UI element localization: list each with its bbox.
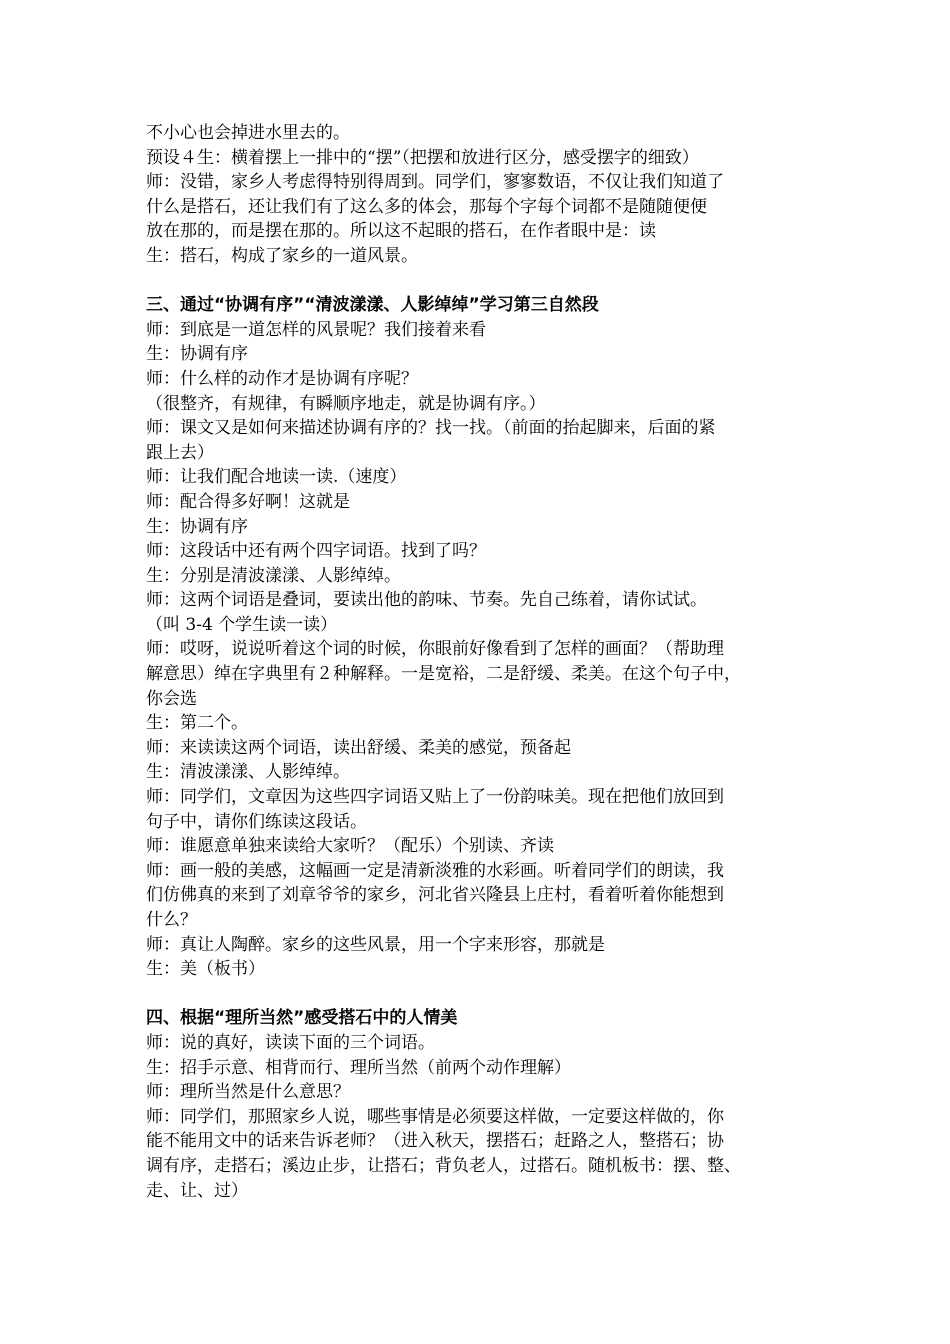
text-line: 生：协调有序 [146, 344, 248, 365]
text-line: 师：这段话中还有两个四字词语。找到了吗？ [146, 541, 486, 562]
text-line: （很整齐，有规律，有瞬顺序地走，就是协调有序。） [146, 393, 546, 414]
document-page [146, 121, 814, 1203]
text-line: 什么？ [146, 910, 197, 930]
text-line: 师：理所当然是什么意思？ [146, 1082, 350, 1103]
text-line: 们仿佛真的来到了刘章爷爷的家乡，河北省兴隆县上庄村，看着听着你能想到 [146, 885, 724, 906]
spacer [146, 982, 814, 1007]
text-line: 师：同学们，文章因为这些四字词语又贴上了一份韵味美。现在把他们放回到 [146, 787, 724, 808]
text-line: 师：哎呀，说说听着这个词的时候，你眼前好像看到了怎样的画面？（帮助理 [146, 639, 724, 660]
text-line: 生：协调有序 [146, 516, 248, 537]
text-line: 走、让、过） [146, 1180, 248, 1201]
text-line: 师：课文又是如何来描述协调有序的？找一找。（前面的抬起脚来，后面的紧 [146, 418, 716, 439]
text-line: 师：来读读这两个词语，读出舒缓、柔美的感觉，预备起 [146, 737, 571, 758]
section-heading: 三、通过“协调有序”“清波漾漾、人影绰绰”学习第三自然段 [146, 295, 599, 316]
text-line: 生：招手示意、相背而行、理所当然（前两个动作理解） [146, 1057, 571, 1078]
text-line: 你会选 [146, 688, 197, 709]
text-line: 不小心也会掉进水里去的。 [146, 123, 350, 143]
section-4 [146, 1006, 814, 1203]
intro-paragraph [146, 121, 814, 269]
text-line: 师：真让人陶醉。家乡的这些风景，用一个字来形容，那就是 [146, 934, 605, 955]
text-line: 句子中，请你们练读这段话。 [146, 811, 367, 832]
text-line: 跟上去） [146, 442, 214, 463]
text-line: 师：画一般的美感，这幅画一定是清新淡雅的水彩画。听着同学们的朗读，我 [146, 860, 724, 881]
spacer [146, 269, 814, 294]
text-line: 解意思）绰在字典里有２种解释。一是宽裕，二是舒缓、柔美。在这个句子中， [146, 664, 741, 685]
text-line: 师：到底是一道怎样的风景呢？我们接着来看 [146, 319, 486, 340]
text-line: 生：清波漾漾、人影绰绰。 [146, 762, 350, 783]
text-line: 师：没错，家乡人考虑得特别得周到。同学们，寥寥数语，不仅让我们知道了 [146, 172, 724, 193]
section-heading: 四、根据“理所当然”感受搭石中的人情美 [146, 1008, 458, 1029]
text-line: 放在那的，而是摆在那的。所以这不起眼的搭石，在作者眼中是：读 [146, 221, 656, 242]
text-line: 师：让我们配合地读一读.（速度） [146, 467, 407, 488]
text-line: 师：什么样的动作才是协调有序呢？ [146, 368, 418, 389]
text-line: 生：搭石，构成了家乡的一道风景。 [146, 245, 418, 266]
text-line: 师：谁愿意单独来读给大家听？（配乐）个别读、齐读 [146, 836, 554, 857]
text-line: 师：这两个词语是叠词，要读出他的韵味、节奏。先自己练着，请你试试。 [146, 590, 707, 611]
text-line: 能不能用文中的话来告诉老师？（进入秋天，摆搭石；赶路之人，整搭石；协 [146, 1131, 724, 1152]
text-line: （叫 3-4 个学生读一读） [146, 614, 338, 635]
text-line: 生：美（板书） [146, 959, 265, 980]
text-line: 生：分别是清波漾漾、人影绰绰。 [146, 565, 401, 586]
text-line: 师：说的真好，读读下面的三个词语。 [146, 1032, 435, 1053]
text-line: 生：第二个。 [146, 713, 248, 734]
text-line: 师：同学们，那照家乡人说，哪些事情是必须要这样做，一定要这样做的，你 [146, 1106, 724, 1127]
section-3 [146, 293, 814, 982]
text-line: 调有序，走搭石；溪边止步，让搭石；背负老人，过搭石。随机板书：摆、整、 [146, 1155, 741, 1176]
text-line: 什么是搭石，还让我们有了这么多的体会，那每个字每个词都不是随随便便 [146, 196, 707, 217]
text-line: 师：配合得多好啊！这就是 [146, 491, 350, 512]
text-line: 预设４生：横着摆上一排中的“摆”（把摆和放进行区分，感受摆字的细致） [146, 147, 699, 168]
